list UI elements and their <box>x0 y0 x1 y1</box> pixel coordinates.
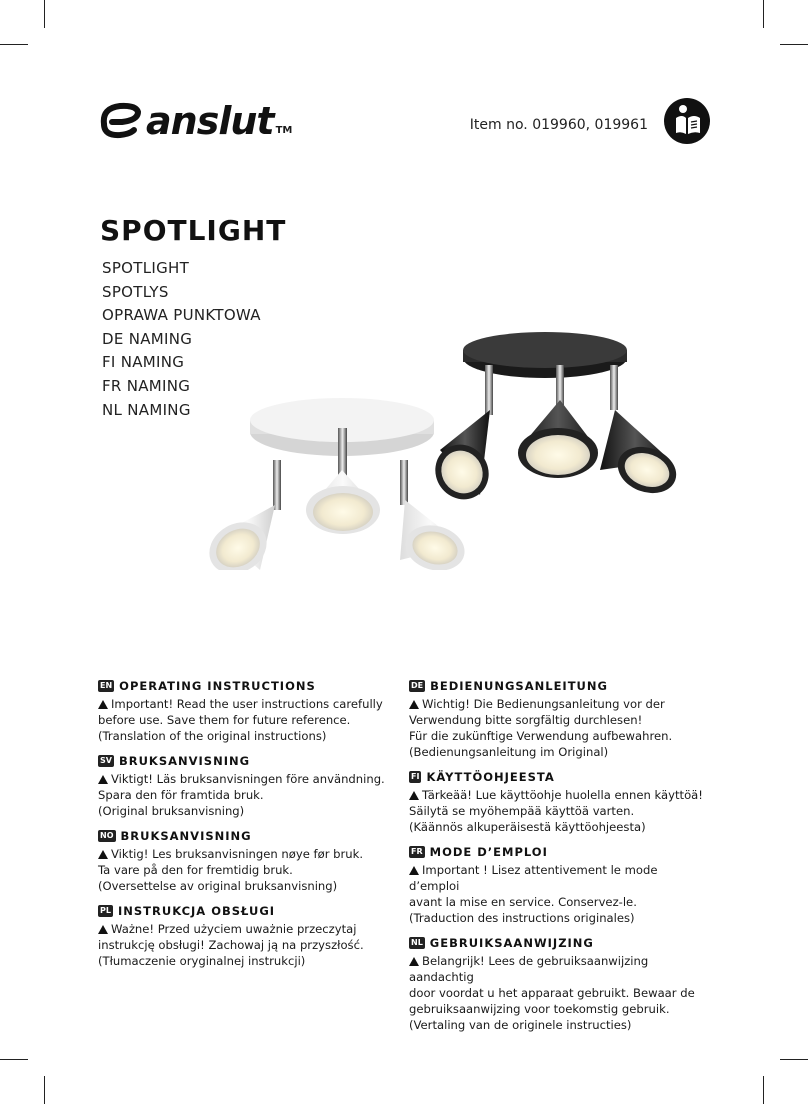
section-line: before use. Save them for future reference. <box>98 713 351 727</box>
section-line: (Oversettelse av original bruksanvisning) <box>98 879 338 893</box>
section-title: INSTRUKCJA OBSŁUGI <box>117 904 276 918</box>
section-line: Tärkeää! Lue käyttöohje huolella ennen käyttöä! <box>422 788 703 802</box>
warning-icon <box>409 791 419 800</box>
section-title: BEDIENUNGSANLEITUNG <box>430 679 608 693</box>
lang-badge: FR <box>411 847 423 856</box>
section-no <box>98 828 398 894</box>
lang-badge: EN <box>100 681 113 690</box>
section-pl <box>98 903 398 969</box>
section-line: avant la mise en service. Conservez-le. <box>409 895 637 909</box>
section-title: GEBRUIKSAANWIJZING <box>429 936 594 950</box>
section-fr <box>409 844 709 926</box>
crop-mark-top-right-h <box>780 44 808 45</box>
section-line: (Translation of the original instructions) <box>98 729 327 743</box>
section-fi <box>409 769 709 835</box>
section-title: BRUKSANVISNING <box>120 829 252 843</box>
product-name-item: SPOTLYS <box>102 282 169 301</box>
section-line: (Tłumaczenie oryginalnej instrukcji) <box>98 954 306 968</box>
product-name-item: FR NAMING <box>102 376 191 395</box>
brand-name: anslut <box>146 99 274 143</box>
section-line: Wichtig! Die Bedienungsanleitung vor der <box>422 697 665 711</box>
section-line: (Käännös alkuperäisestä käyttöohjeesta) <box>409 820 646 834</box>
section-line: Viktig! Les bruksanvisningen nøye før bruk. <box>111 847 364 861</box>
section-line: Ta vare på den for fremtidig bruk. <box>98 863 293 877</box>
product-image <box>200 320 700 570</box>
section-line: Belangrijk! Lees de gebruiksaanwijzing aandachtig <box>409 954 649 984</box>
item-number: Item no. 019960, 019961 <box>469 117 648 133</box>
instructions-column-right <box>409 678 709 1042</box>
brand-logo <box>98 99 293 143</box>
crop-mark-top-left-h <box>0 44 28 45</box>
warning-icon <box>98 850 108 859</box>
section-title: KÄYTTÖOHJEESTA <box>426 770 555 784</box>
warning-icon <box>98 925 108 934</box>
brand-mark-icon <box>98 100 142 140</box>
section-line: Viktigt! Läs bruksanvisningen före användning. <box>111 772 385 786</box>
section-line: door voordat u het apparaat gebruikt. Bewaar de <box>409 986 695 1000</box>
crop-mark-bottom-right-v <box>763 1076 764 1104</box>
black-fixture <box>425 332 683 510</box>
section-sv <box>98 753 398 819</box>
section-line: Spara den för framtida bruk. <box>98 788 264 802</box>
lang-badge: SV <box>100 756 112 765</box>
product-title: SPOTLIGHT <box>100 214 287 247</box>
instructions-column-left <box>98 678 398 978</box>
lang-badge: FI <box>411 772 420 781</box>
crop-mark-bottom-left-v <box>44 1076 45 1104</box>
section-title: MODE D’EMPLOI <box>429 845 548 859</box>
product-name-item: DE NAMING <box>102 329 193 348</box>
crop-mark-bottom-left-h <box>0 1059 28 1060</box>
warning-icon <box>409 866 419 875</box>
section-title: OPERATING INSTRUCTIONS <box>119 679 316 693</box>
section-de <box>409 678 709 760</box>
section-line: gebruiksaanwijzing voor toekomstig gebruik. <box>409 1002 670 1016</box>
lang-badge: NO <box>100 831 114 840</box>
warning-icon <box>98 700 108 709</box>
product-name-item: OPRAWA PUNKTOWA <box>102 306 261 325</box>
brand-trademark: TM <box>275 125 293 136</box>
warning-icon <box>409 957 419 966</box>
section-line: (Bedienungsanleitung im Original) <box>409 745 609 759</box>
section-nl <box>409 935 709 1033</box>
section-line: (Vertaling van de originele instructies) <box>409 1018 632 1032</box>
section-line: Important! Read the user instructions carefully <box>111 697 383 711</box>
section-line: Verwendung bitte sorgfältig durchlesen! <box>409 713 643 727</box>
crop-mark-top-right-v <box>763 0 764 28</box>
lang-badge: PL <box>100 906 111 915</box>
warning-icon <box>98 775 108 784</box>
read-manual-icon <box>664 98 710 144</box>
section-line: (Traduction des instructions originales) <box>409 911 635 925</box>
lang-badge: NL <box>411 938 423 947</box>
product-name-item: FI NAMING <box>102 353 185 372</box>
product-name-item: NL NAMING <box>102 400 191 419</box>
section-line: Säilytä se myöhempää käyttöä varten. <box>409 804 635 818</box>
crop-mark-top-left-v <box>44 0 45 28</box>
warning-icon <box>409 700 419 709</box>
section-line: Important ! Lisez attentivement le mode d’emploi <box>409 863 658 893</box>
section-en <box>98 678 398 744</box>
section-line: instrukcję obsługi! Zachowaj ją na przyszłość. <box>98 938 364 952</box>
section-title: BRUKSANVISNING <box>118 754 251 768</box>
white-fixture <box>200 398 470 570</box>
lang-badge: DE <box>411 681 424 690</box>
section-line: Für die zukünftige Verwendung aufbewahren. <box>409 729 673 743</box>
section-line: (Original bruksanvisning) <box>98 804 245 818</box>
crop-mark-bottom-right-h <box>780 1059 808 1060</box>
product-name-item: SPOTLIGHT <box>102 259 190 277</box>
section-line: Ważne! Przed użyciem uważnie przeczytaj <box>111 922 357 936</box>
